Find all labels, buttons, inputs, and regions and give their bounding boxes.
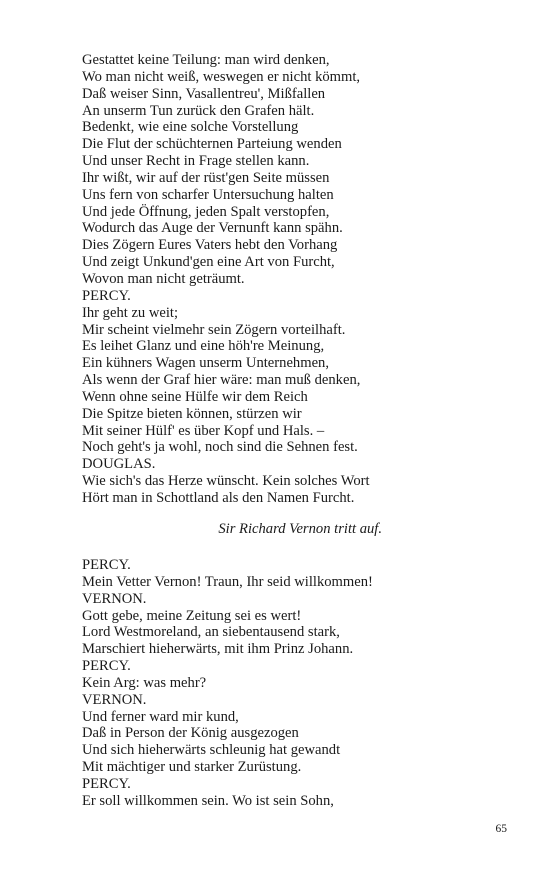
text-line: PERCY. bbox=[82, 557, 131, 573]
text-line: Und jede Öffnung, jeden Spalt verstopfen, bbox=[82, 203, 330, 220]
text-line: Er soll willkommen sein. Wo ist sein Sohn, bbox=[82, 792, 334, 809]
text-line: Daß in Person der König ausgezogen bbox=[82, 725, 299, 742]
text-line: Wie sich's das Herze wünscht. Kein solches Wort bbox=[82, 473, 370, 490]
text-line: Wovon man nicht geträumt. bbox=[82, 270, 245, 287]
text-line: Mein Vetter Vernon! Traun, Ihr seid willkommen! bbox=[82, 573, 373, 590]
text-line: Hört man in Schottland als den Namen Furcht. bbox=[82, 489, 355, 506]
text-line: Und sich hieherwärts schleunig hat gewandt bbox=[82, 742, 341, 759]
text-line: PERCY. bbox=[82, 287, 131, 304]
text-line: Mit seiner Hülf' es über Kopf und Hals. – bbox=[82, 422, 325, 439]
text-line: Wenn ohne seine Hülfe wir dem Reich bbox=[82, 388, 308, 405]
text-line: An unserm Tun zurück den Grafen hält. bbox=[82, 102, 315, 119]
text-line: Wodurch das Auge der Vernunft kann spähn. bbox=[82, 220, 343, 237]
text-line: Und unser Recht in Frage stellen kann. bbox=[82, 153, 310, 170]
stage-direction: Sir Richard Vernon tritt auf. bbox=[218, 521, 382, 537]
text-line: Die Spitze bieten können, stürzen wir bbox=[82, 405, 302, 422]
text-line: VERNON. bbox=[82, 590, 147, 607]
text-line: Uns fern von scharfer Untersuchung halten bbox=[82, 186, 334, 203]
text-line: Dies Zögern Eures Vaters hebt den Vorhang bbox=[82, 237, 338, 254]
text-line: Mit mächtiger und starker Zurüstung. bbox=[82, 759, 302, 776]
text-line: Kein Arg: was mehr? bbox=[82, 674, 207, 691]
text-line: VERNON. bbox=[82, 691, 147, 708]
text-line: Bedenkt, wie eine solche Vorstellung bbox=[82, 119, 299, 136]
page-number: 65 bbox=[495, 823, 507, 835]
text-line: Gott gebe, meine Zeitung sei es wert! bbox=[82, 607, 302, 624]
text-line: Und ferner ward mir kund, bbox=[82, 708, 239, 725]
text-line: Wo man nicht weiß, weswegen er nicht kömmt, bbox=[82, 68, 361, 85]
text-line: Daß weiser Sinn, Vasallentreu', Mißfallen bbox=[82, 85, 326, 102]
text-line: Ein kühners Wagen unserm Unternehmen, bbox=[82, 355, 329, 372]
text-line: Ihr wißt, wir auf der rüst'gen Seite müssen bbox=[82, 169, 330, 186]
text-line: Mir scheint vielmehr sein Zögern vorteilhaft. bbox=[82, 321, 346, 338]
verse-block-bottom bbox=[82, 557, 512, 810]
verse-block-top bbox=[82, 52, 512, 507]
text-line: Es leihet Glanz und eine höh're Meinung, bbox=[82, 338, 325, 355]
text-line: Und zeigt Unkund'gen eine Art von Furcht, bbox=[82, 254, 335, 271]
text-line: Gestattet keine Teilung: man wird denken, bbox=[82, 52, 330, 68]
text-line: PERCY. bbox=[82, 775, 131, 792]
text-line: DOUGLAS. bbox=[82, 456, 156, 473]
text-line: Ihr geht zu weit; bbox=[82, 304, 179, 321]
text-line: Marschiert hieherwärts, mit ihm Prinz Johann. bbox=[82, 641, 354, 658]
text-line: Die Flut der schüchternen Parteiung wenden bbox=[82, 136, 342, 153]
text-line: Als wenn der Graf hier wäre: man muß denken, bbox=[82, 372, 361, 389]
text-line: Noch geht's ja wohl, noch sind die Sehnen fest. bbox=[82, 439, 358, 456]
text-line: PERCY. bbox=[82, 658, 131, 675]
text-line: Lord Westmoreland, an siebentausend stark, bbox=[82, 624, 340, 641]
